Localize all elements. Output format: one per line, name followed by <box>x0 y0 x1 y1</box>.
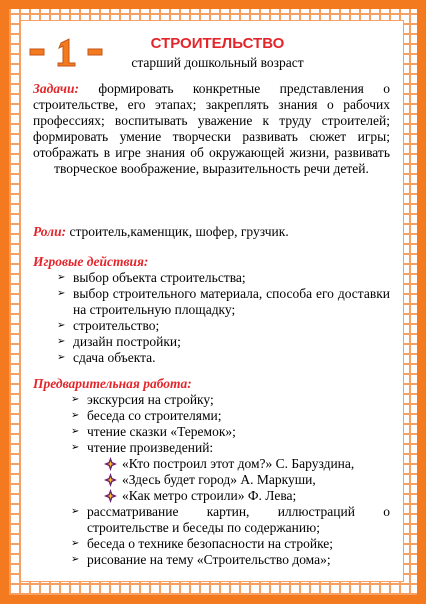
list-item: ➢ чтение сказки «Теремок»; <box>71 424 236 439</box>
roles-label: Роли: <box>33 224 67 239</box>
star-bullet-icon <box>104 473 117 487</box>
list-item: «Кто построил этот дом?» С. Баруздина, <box>102 456 392 472</box>
game-actions-heading: Игровые действия: <box>33 254 149 269</box>
arrow-bullet-icon: ➢ <box>71 442 80 453</box>
arrow-bullet-icon: ➢ <box>57 320 66 331</box>
list-item: ➢ беседа со строителями; <box>71 408 222 423</box>
preliminary-heading: Предварительная работа: <box>33 376 192 391</box>
preliminary-list <box>67 392 387 456</box>
page-subtitle: старший дошкольный возраст <box>131 55 304 70</box>
star-bullet-icon <box>104 489 117 503</box>
arrow-bullet-icon: ➢ <box>71 410 80 421</box>
arrow-bullet-icon: ➢ <box>71 538 80 549</box>
arrow-bullet-icon: ➢ <box>57 336 66 347</box>
roles-paragraph <box>33 224 390 240</box>
readings-list <box>102 456 392 504</box>
page-title: СТРОИТЕЛЬСТВО <box>150 35 285 52</box>
list-item: ➢ строительство; <box>57 318 160 333</box>
list-item: ➢ дизайн постройки; <box>57 334 181 349</box>
list-item: ➢ выбор строительного материала, способа его доставки на строительную площадку; <box>57 286 390 317</box>
star-bullet-icon <box>104 457 117 471</box>
card-content <box>25 24 400 580</box>
arrow-bullet-icon: ➢ <box>71 554 80 565</box>
tasks-label: Задачи: <box>33 81 79 96</box>
list-item: «Здесь будет город» А. Маркуши, <box>102 472 392 488</box>
list-item: ➢ сдача объекта. <box>57 350 156 365</box>
badge-number: -1- <box>65 59 67 60</box>
preliminary-more-list <box>67 504 390 568</box>
list-item: ➢ беседа о технике безопасности на стройке; <box>71 536 334 551</box>
list-item: ➢ рисование на тему «Строительство дома»; <box>71 552 331 567</box>
tasks-paragraph <box>33 81 390 177</box>
list-item: ➢ чтение произведений: <box>71 440 214 455</box>
arrow-bullet-icon: ➢ <box>71 394 80 405</box>
tasks-text: формировать конкретные представления о строительстве, его этапах; закреплять знания о рабочих профессиях; воспитывать уважение к труду строителей; формировать умение творчески развивать сюжет игры; отображать в игре знания об окружающей жизни, развивать творческое воображение, выразительность речи детей. <box>33 81 390 176</box>
arrow-bullet-icon: ➢ <box>57 288 66 299</box>
arrow-bullet-icon: ➢ <box>71 506 80 517</box>
list-item: ➢ рассматривание картин, иллюстраций о строительстве и беседы по содержанию; <box>71 504 390 535</box>
roles-text: строитель,каменщик, шофер, грузчик. <box>69 224 289 239</box>
list-item: ➢ экскурсия на стройку; <box>71 392 214 407</box>
list-item: «Как метро строили» Ф. Лева; <box>102 488 392 504</box>
list-item: ➢ выбор объекта строительства; <box>57 270 246 285</box>
game-actions-list <box>53 270 390 366</box>
arrow-bullet-icon: ➢ <box>57 272 66 283</box>
arrow-bullet-icon: ➢ <box>57 352 66 363</box>
arrow-bullet-icon: ➢ <box>71 426 80 437</box>
